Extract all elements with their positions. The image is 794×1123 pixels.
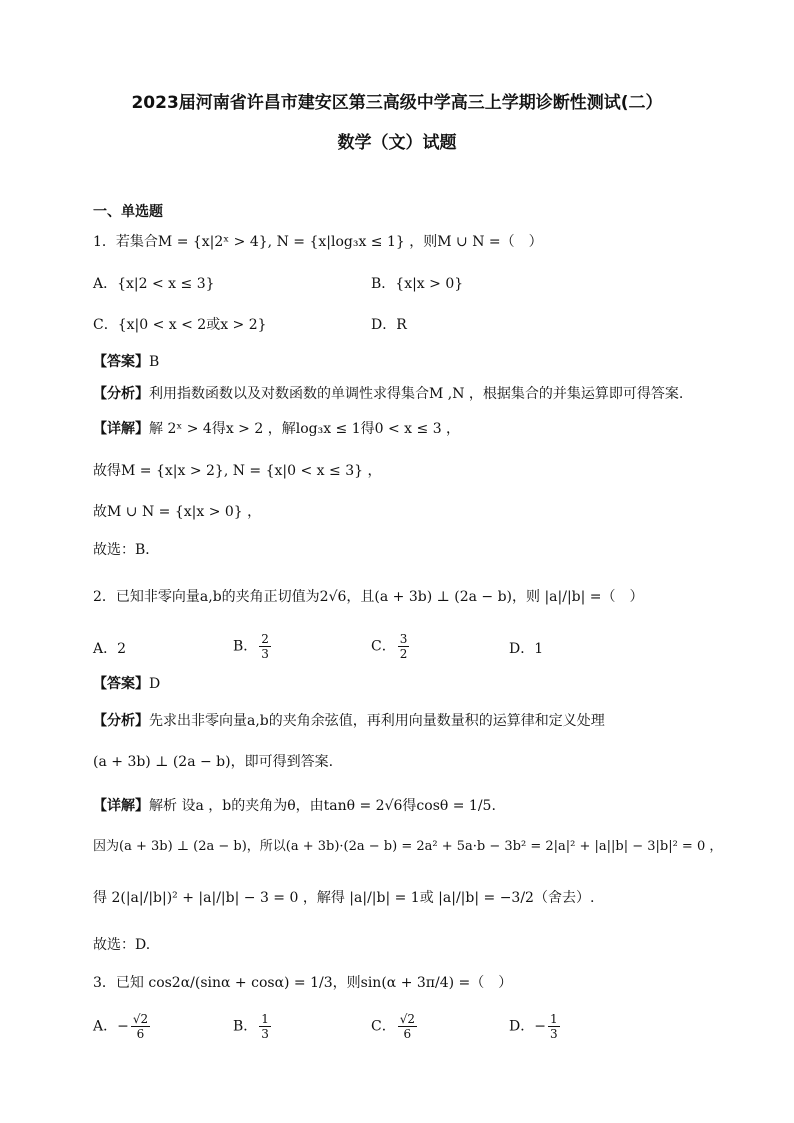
fraction-denominator: 2 <box>399 647 408 661</box>
fraction-denominator: 3 <box>549 1027 558 1041</box>
fraction-denominator: 6 <box>403 1027 412 1041</box>
q2-analysis <box>93 711 605 731</box>
q1-option-c: C．{x|0 < x < 2或x > 2} <box>93 317 267 333</box>
q1-choice-line: 故选：B． <box>93 542 160 558</box>
option-label: A．− <box>93 1018 129 1035</box>
q1-stem: 1．若集合M = {x|2ˣ > 4}, N = {x|log₃x ≤ 1} ，则M ∪ N =（ ） <box>93 234 543 250</box>
q3-option-b <box>233 1012 273 1041</box>
detail-tag: 【详解】 <box>93 421 149 437</box>
fraction-numerator: √2 <box>132 1012 149 1026</box>
exam-title: 2023届河南省许昌市建安区第三高级中学高三上学期诊断性测试(二） <box>131 93 663 113</box>
q2-option-c <box>371 632 411 661</box>
fraction-numerator: 1 <box>261 1012 269 1026</box>
option-label: C． <box>371 1018 396 1035</box>
q2-detail-line: 因为(a + 3b) ⊥ (2a − b)，所以(a + 3b)·(2a − b) = 2a² + 5a·b − 3b² = 2|a|² + |a||b| − 3|b|² = 0 ， <box>93 839 723 854</box>
answer-tag: 【答案】 <box>93 676 149 692</box>
answer-tag: 【答案】 <box>93 354 149 370</box>
q3-option-c <box>371 1012 419 1041</box>
q2-detail <box>93 796 496 816</box>
detail-tag: 【详解】 <box>93 798 149 814</box>
analysis-text: 先求出非零向量a,b的夹角余弦值，再利用向量数量积的运算律和定义处理 <box>149 713 605 729</box>
option-label: B． <box>233 638 258 655</box>
q1-detail-line: 故M ∪ N = {x|x > 0} ， <box>93 504 262 520</box>
q2-stem: 2．已知非零向量a,b的夹角正切值为2√6，且(a + 3b) ⊥ (2a − b)，则 |a|/|b| =（ ） <box>93 589 644 605</box>
q1-answer <box>93 352 159 372</box>
detail-text: 解 2ˣ > 4得x > 2 ，解log₃x ≤ 1得0 < x ≤ 3 ， <box>149 421 461 437</box>
q2-answer <box>93 674 160 694</box>
fraction-numerator: 3 <box>399 632 408 646</box>
fraction <box>548 1012 560 1041</box>
fraction-numerator: 2 <box>261 632 269 646</box>
q3-option-a <box>93 1012 152 1041</box>
q1-detail <box>93 419 460 439</box>
option-label: C． <box>371 638 396 655</box>
q2-option-d: D．1 <box>509 641 544 657</box>
fraction-denominator: 6 <box>136 1027 145 1041</box>
q2-detail-line: 得 2(|a|/|b|)² + |a|/|b| − 3 = 0 ，解得 |a|/|b| = 1或 |a|/|b| = −3/2（舍去）. <box>93 890 595 906</box>
analysis-text: 利用指数函数以及对数函数的单调性求得集合M ,N ，根据集合的并集运算即可得答案. <box>149 386 684 402</box>
fraction <box>259 632 271 661</box>
q2-option-b <box>233 632 273 661</box>
fraction-denominator: 3 <box>261 647 269 661</box>
fraction <box>259 1012 271 1041</box>
fraction <box>131 1012 150 1041</box>
fraction <box>398 1012 417 1041</box>
q3-stem: 3．已知 cos2α/(sinα + cosα) = 1/3，则sin(α + 3π/4) =（ ） <box>93 975 513 991</box>
q3-option-d <box>509 1012 562 1041</box>
analysis-tag: 【分析】 <box>93 713 149 729</box>
q1-analysis <box>93 384 683 404</box>
fraction-numerator: √2 <box>399 1012 415 1026</box>
detail-text: 解析 设a ，b的夹角为θ，由tanθ = 2√6得cosθ = 1/5. <box>149 798 496 814</box>
answer-value: D <box>149 676 161 692</box>
option-label: B． <box>233 1018 258 1035</box>
q1-option-d: D．R <box>371 317 407 333</box>
exam-subtitle: 数学（文）试题 <box>337 133 457 153</box>
option-label: D．− <box>509 1018 546 1035</box>
q2-analysis-line: (a + 3b) ⊥ (2a − b)，即可得到答案. <box>93 754 334 770</box>
fraction <box>398 632 410 661</box>
q1-option-a: A．{x|2 < x ≤ 3} <box>93 276 215 292</box>
answer-value: B <box>149 354 160 370</box>
q1-option-b: B．{x|x > 0} <box>371 276 464 292</box>
q2-option-a: A．2 <box>93 641 127 657</box>
fraction-denominator: 3 <box>261 1027 269 1041</box>
analysis-tag: 【分析】 <box>93 386 149 402</box>
q1-detail-line: 故得M = {x|x > 2}, N = {x|0 < x ≤ 3} ， <box>93 463 382 479</box>
q2-choice-line: 故选：D. <box>93 937 151 953</box>
section-heading: 一、单选题 <box>93 204 163 220</box>
fraction-numerator: 1 <box>549 1012 558 1026</box>
